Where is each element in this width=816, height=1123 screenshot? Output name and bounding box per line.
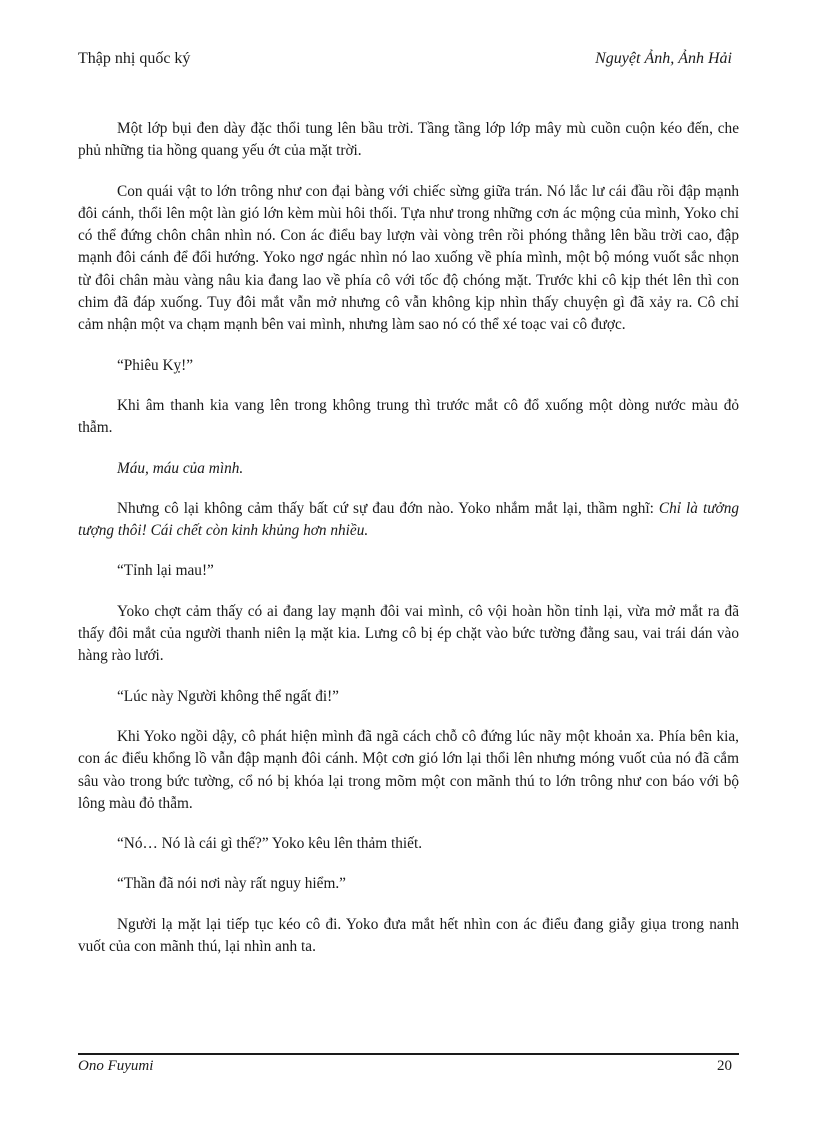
paragraph-8: Yoko chợt cảm thấy có ai đang lay mạnh đôi vai mình, cô vội hoàn hồn tỉnh lại, vừa mở mắt ra đã thấy đôi mắt của người thanh niên lạ mặt kia. Lưng cô bị ép chặt vào bức tường đằng sau, vai trái dán vào hàng rào lưới. xyxy=(78,602,739,665)
paragraph-3: “Phiêu Kỵ!” xyxy=(117,356,194,374)
footer-divider xyxy=(78,1053,739,1055)
page-header xyxy=(78,50,732,72)
paragraph-6-italic: Chỉ là tưởng tượng thôi! Cái chết còn kinh khủng hơn nhiều. xyxy=(78,499,740,540)
page-number: 20 xyxy=(717,1058,732,1074)
paragraph-5: Máu, máu của mình. xyxy=(117,459,244,477)
paragraph-2: Con quái vật to lớn trông như con đại bàng với chiếc sừng giữa trán. Nó lắc lư cái đầu rồi đập mạnh đôi cánh, thổi lên một làn gió lớn kèm mùi hôi thối. Tựa như trong những cơn ác mộng của mình, Yoko chỉ có thể đứng chôn chân nhìn nó. Con ác điểu bay lượn vài vòng trên rồi phóng thẳng lên bầu trời cao, đập mạnh đôi cánh để đổi hướng. Yoko ngơ ngác nhìn nó lao xuống về phía mình, một bộ móng vuốt sắc nhọn từ đôi chân màu vàng nâu kia đang lao về phía cô với tốc độ chóng mặt. Trước khi cô kịp thét lên thì con chim đã đáp xuống. Tuy đôi mắt vẫn mở nhưng cô vẫn không kịp nhìn thấy chuyện gì đã xảy ra. Cô chỉ cảm nhận một va chạm mạnh bên vai mình, nhưng làm sao nó có thể xé toạc vai cô được. xyxy=(78,182,739,334)
body-text xyxy=(78,118,739,976)
paragraph-6 xyxy=(78,498,739,543)
paragraph-10: Khi Yoko ngồi dậy, cô phát hiện mình đã ngã cách chỗ cô đứng lúc nãy một khoản xa. Phía bên kia, con ác điểu khổng lồ vẫn đập mạnh đôi cánh. Một cơn gió lớn lại thổi lên nhưng móng vuốt của nó đã cắm sâu vào trong bức tường, cổ nó bị khóa lại trong mõm một con mãnh thú to lớn trông như con báo với bộ lông màu đỏ thẫm. xyxy=(78,727,739,812)
translator-credit: Nguyệt Ảnh, Ảnh Hải xyxy=(595,50,732,67)
paragraph-9: “Lúc này Người không thể ngất đi!” xyxy=(117,687,339,705)
paragraph-12: “Thần đã nói nơi này rất nguy hiểm.” xyxy=(117,875,346,893)
author-name: Ono Fuyumi xyxy=(78,1058,154,1074)
paragraph-13: Người lạ mặt lại tiếp tục kéo cô đi. Yoko đưa mắt hết nhìn con ác điểu đang giẫy giụa trong nanh vuốt của con mãnh thú, lại nhìn anh ta. xyxy=(78,915,739,956)
paragraph-1: Một lớp bụi đen dày đặc thổi tung lên bầu trời. Tầng tầng lớp lớp mây mù cuồn cuộn kéo đến, che phủ những tia hồng quang yếu ớt của mặt trời. xyxy=(78,120,739,160)
paragraph-4: Khi âm thanh kia vang lên trong không trung thì trước mắt cô đổ xuống một dòng nước màu đỏ thẫm. xyxy=(78,396,739,437)
paragraph-11: “Nó… Nó là cái gì thế?” Yoko kêu lên thảm thiết. xyxy=(117,835,423,853)
page-footer xyxy=(78,1058,732,1075)
book-title: Thập nhị quốc ký xyxy=(78,50,191,67)
paragraph-6-text: Nhưng cô lại không cảm thấy bất cứ sự đau đớn nào. Yoko nhắm mắt lại, thầm nghĩ: xyxy=(117,499,654,517)
paragraph-7: “Tỉnh lại mau!” xyxy=(117,562,214,580)
